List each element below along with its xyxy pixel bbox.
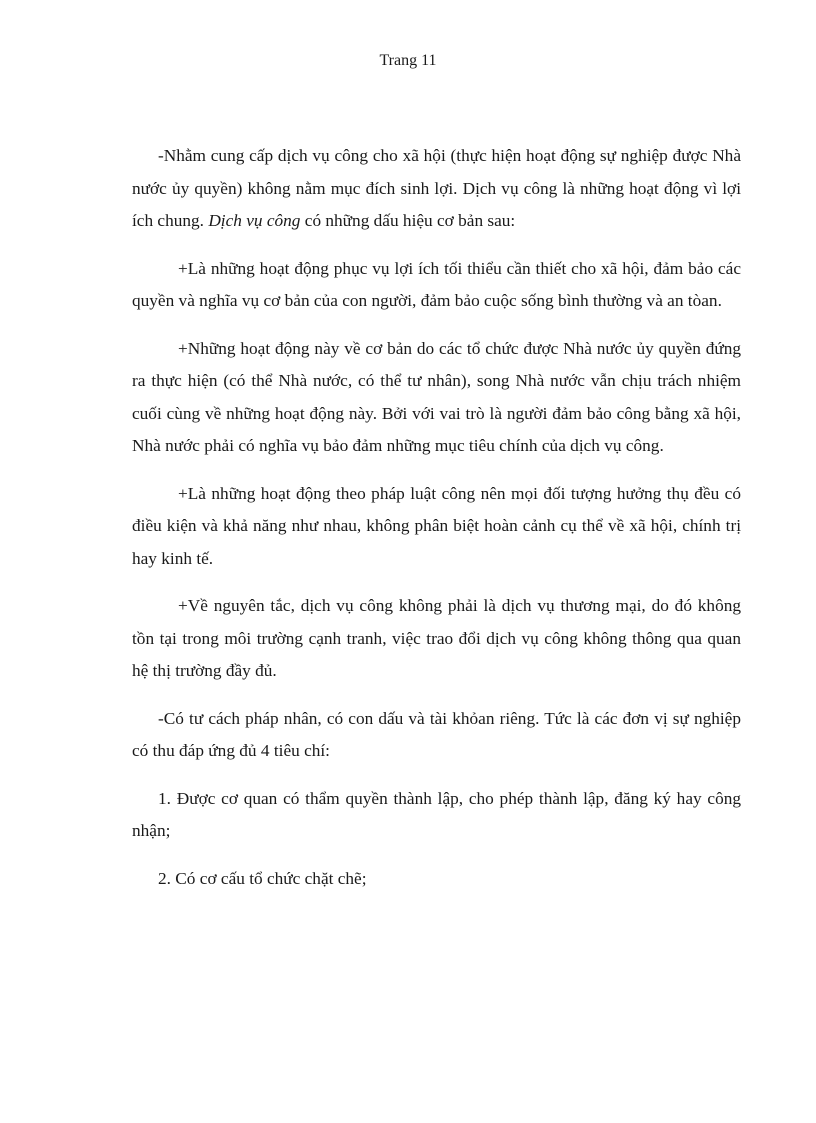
paragraph-legal-entity: -Có tư cách pháp nhân, có con dấu và tài khỏan riêng. Tức là các đơn vị sự nghiệp có thu đáp ứng đủ 4 tiêu chí: xyxy=(132,708,741,760)
paragraph-text: có những dấu hiệu cơ bản sau: xyxy=(300,211,516,230)
page-number-header: Trang 11 xyxy=(379,52,437,69)
list-item-criterion-1: 1. Được cơ quan có thẩm quyền thành lập, cho phép thành lập, đăng ký hay công nhận; xyxy=(132,788,741,840)
list-item-criterion-2: 2. Có cơ cấu tổ chức chặt chẽ; xyxy=(158,868,367,888)
paragraph-public-service-intro xyxy=(132,140,741,238)
paragraph-basic-needs: +Là những hoạt động phục vụ lợi ích tối thiểu cần thiết cho xã hội, đảm bảo các quyền và nghĩa vụ cơ bản của con người, đảm bảo cuộc sống bình thường và an tòan. xyxy=(132,258,741,310)
paragraph-text: -Nhằm cung cấp dịch vụ công cho xã hội (thực hiện hoạt động sự nghiệp được Nhà nước ủy quyền) không nằm mục đích sinh lợi. Dịch vụ công là những hoạt động vì lợi ích chung. xyxy=(132,146,741,230)
document-body xyxy=(132,140,741,910)
paragraph-authorized-organizations: +Những hoạt động này về cơ bản do các tổ chức được Nhà nước ủy quyền đứng ra thực hiện (có thể Nhà nước, có thể tư nhân), song Nhà nước vẫn chịu trách nhiệm cuối cùng về những hoạt động này. Bởi với vai trò là người đảm bảo công bằng xã hội, Nhà nước phải có nghĩa vụ bảo đảm những mục tiêu chính của dịch vụ công. xyxy=(132,338,741,455)
paragraph-non-commercial: +Về nguyên tắc, dịch vụ công không phải là dịch vụ thương mại, do đó không tồn tại trong môi trường cạnh tranh, việc trao đổi dịch vụ công không thông qua quan hệ thị trường đầy đủ. xyxy=(132,596,741,680)
paragraph-equal-access: +Là những hoạt động theo pháp luật công nên mọi đối tượng hưởng thụ đều có điều kiện và khả năng như nhau, không phân biệt hoàn cảnh cụ thể về xã hội, chính trị hay kinh tế. xyxy=(132,483,741,568)
emphasized-term: Dịch vụ công xyxy=(208,211,301,230)
